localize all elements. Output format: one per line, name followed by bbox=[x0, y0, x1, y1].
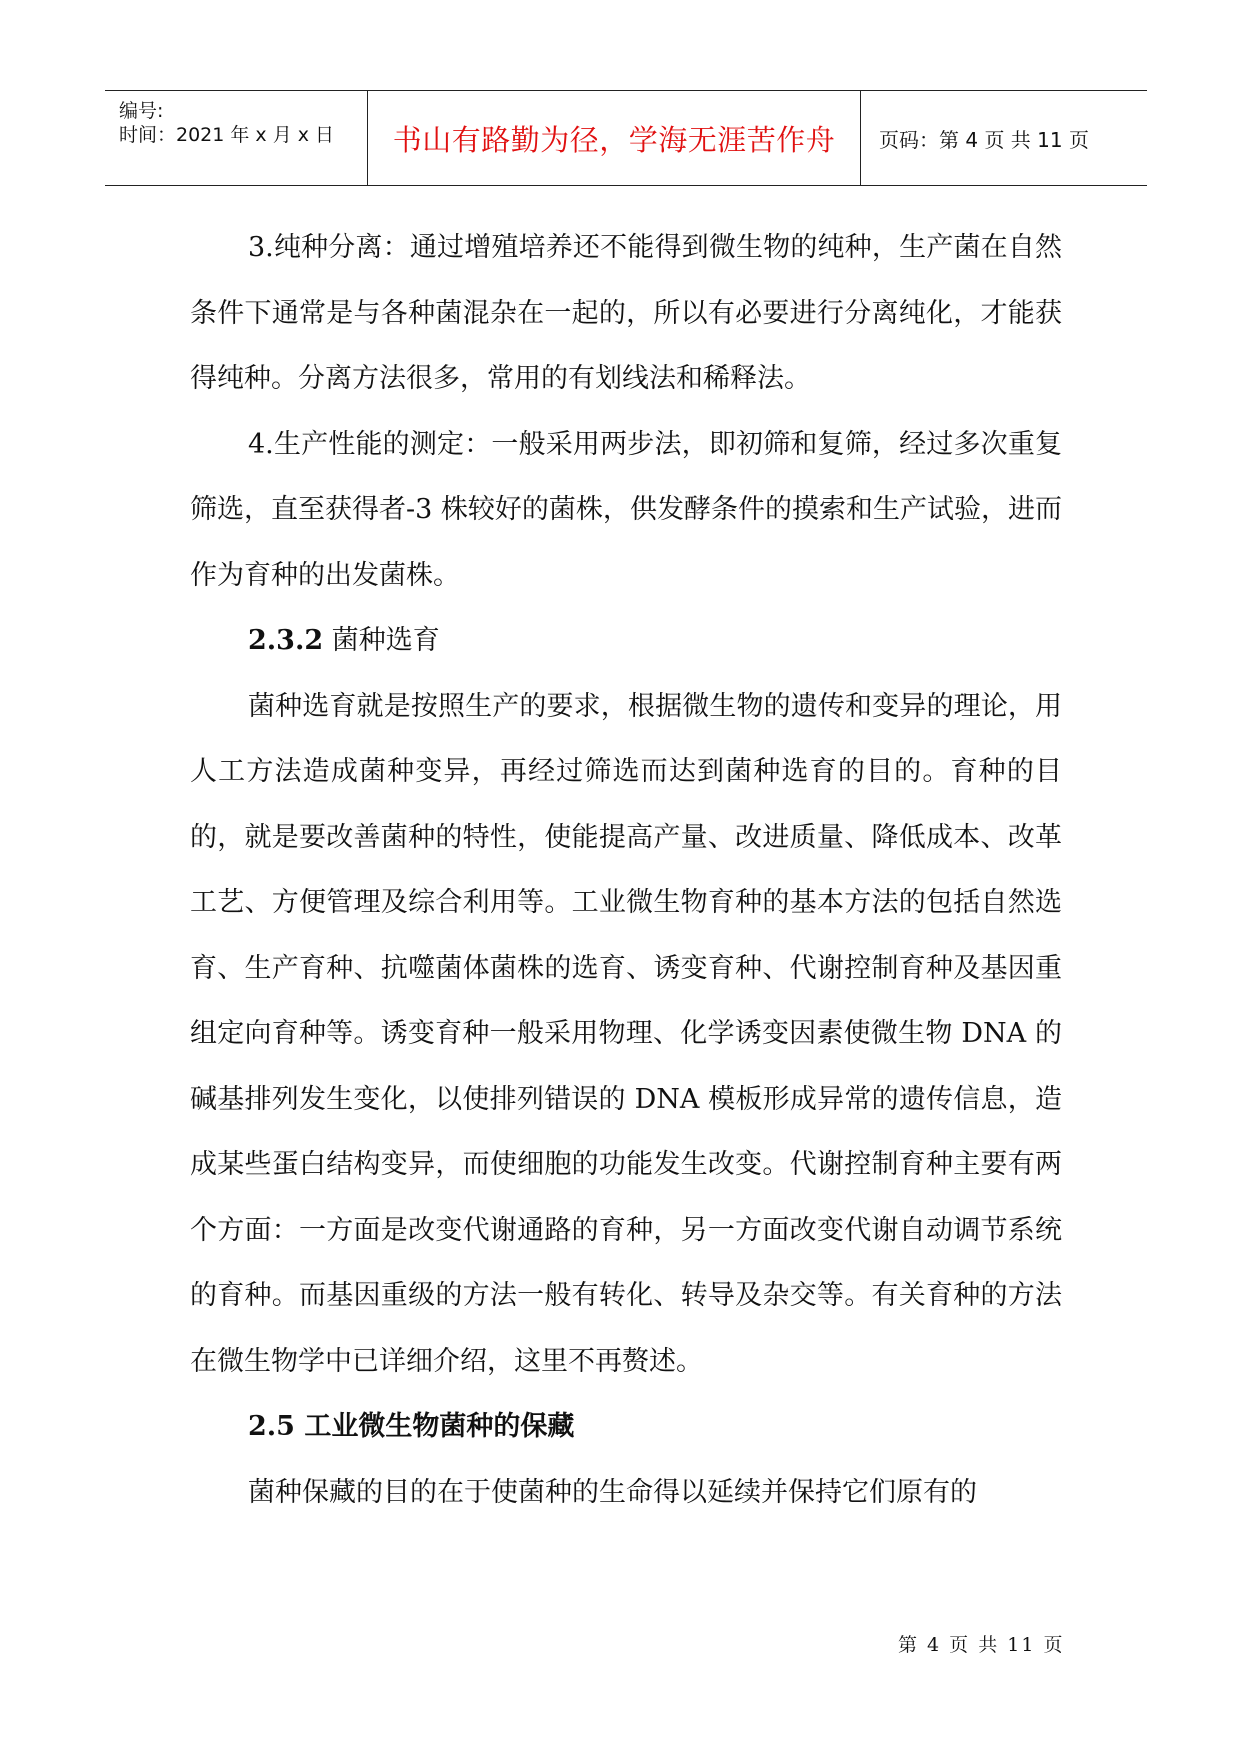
header-motto-cell bbox=[368, 91, 861, 185]
header-info-cell bbox=[105, 91, 368, 185]
motto-text: 书山有路勤为径，学海无涯苦作舟 bbox=[392, 122, 836, 157]
document-header bbox=[105, 90, 1147, 186]
section-title: 菌种选育 bbox=[323, 625, 440, 656]
page-footer: 第 4 页 共 11 页 bbox=[898, 1634, 1065, 1656]
paragraph-strain-preservation: 菌种保藏的目的在于使菌种的生命得以延续并保持它们原有的 bbox=[248, 1476, 977, 1508]
time-label: 时间：2021 年 x 月 x 日 bbox=[119, 124, 335, 146]
section-number: 2.3.2 bbox=[248, 625, 324, 656]
section-title-bold: 2.5 工业微生物菌种的保藏 bbox=[248, 1411, 575, 1442]
number-label: 编号: bbox=[119, 100, 164, 122]
header-page-cell bbox=[861, 91, 1147, 185]
document-body bbox=[190, 215, 1062, 1525]
section-heading-2-5 bbox=[190, 1394, 1062, 1460]
paragraph-performance-test: 4.生产性能的测定：一般采用两步法，即初筛和复筛，经过多次重复筛选，直至获得者-3 株较好的菌株，供发酵条件的摸索和生产试验，进而作为育种的出发菌株。 bbox=[190, 428, 1062, 591]
section-heading-2-3-2 bbox=[190, 608, 1062, 674]
paragraph-strain-breeding: 菌种选育就是按照生产的要求，根据微生物的遗传和变异的理论，用人工方法造成菌种变异，再经过筛选而达到菌种选育的目的。育种的目的，就是要改善菌种的特性，使能提高产量、改进质量、降低成本、改革工艺、方便管理及综合利用等。工业微生物育种的基本方法的包括自然选育、生产育种、抗噬菌体菌株的选育、诱变育种、代谢控制育种及基因重组定向育种等。诱变育种一般采用物理、化学诱变因素使微生物 DNA 的碱基排列发生变化，以使排列错误的 DNA 模板形成异常的遗传信息，造成某些蛋白结构变异，而使细胞的功能发生改变。代谢控制育种主要有两个方面：一方面是改变代谢通路的育种，另一方面改变代谢自动调节系统的育种。而基因重级的方法一般有转化、转导及杂交等。有关育种的方法在微生物学中已详细介绍，这里不再赘述。 bbox=[190, 690, 1062, 1377]
page-code: 页码：第 4 页 共 11 页 bbox=[879, 127, 1089, 152]
paragraph-pure-culture: 3.纯种分离：通过增殖培养还不能得到微生物的纯种，生产菌在自然条件下通常是与各种菌混杂在一起的，所以有必要进行分离纯化，才能获得纯种。分离方法很多，常用的有划线法和稀释法。 bbox=[190, 232, 1062, 394]
